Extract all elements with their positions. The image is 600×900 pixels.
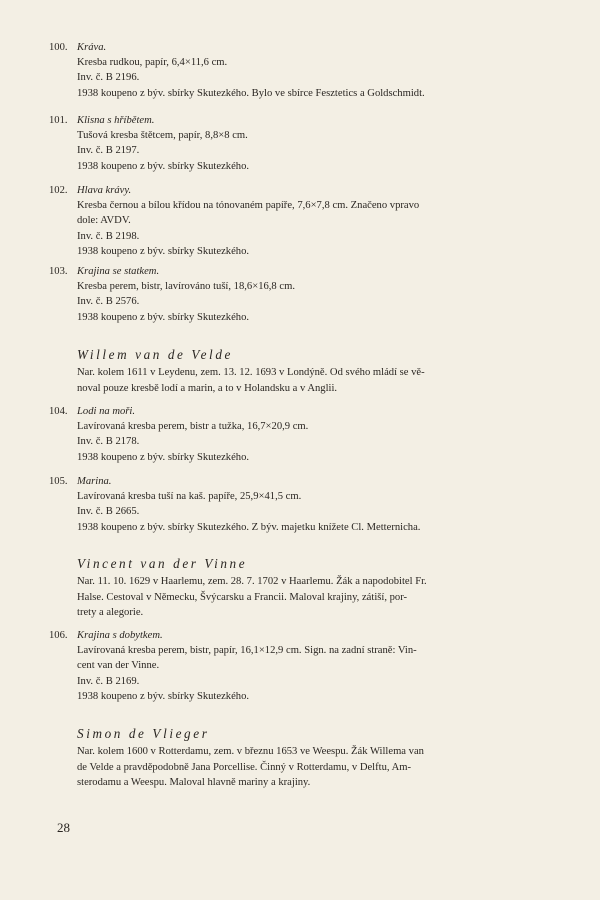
bio-line: Nar. 11. 10. 1629 v Haarlemu, zem. 28. 7. 1702 v Haarlemu. Žák a napodobitel Fr.: [77, 576, 427, 587]
artist-section: [77, 725, 567, 791]
entry-line: Lavírovaná kresba tuší na kaš. papíře, 25,9×41,5 cm.: [77, 491, 302, 503]
catalog-entry: [49, 404, 569, 465]
entry-line: 1938 koupeno z býv. sbírky Skutezkého. Z býv. majetku knížete Cl. Metternicha.: [77, 521, 421, 533]
page-number: 28: [57, 820, 70, 835]
bio-line: de Velde a pravděpodobně Jana Porcellise. Činný v Rotterdamu, v Delftu, Am-: [77, 761, 412, 773]
entry-line: 1938 koupeno z býv. sbírky Skutezkého.: [77, 690, 250, 702]
entry-number: 104.: [49, 406, 68, 417]
artist-bio: [77, 574, 567, 621]
catalog-entry: [49, 183, 569, 259]
bio-line: trety a alegorie.: [77, 607, 144, 619]
entry-line: Inv. č. B 2198.: [77, 230, 140, 242]
entry-number: 101.: [49, 115, 68, 126]
artist-section: [77, 346, 567, 396]
entry-title: Marina.: [77, 476, 112, 487]
entry-number: 106.: [49, 630, 68, 641]
entry-line: Inv. č. B 2576.: [77, 296, 140, 308]
entry-title: Lodi na moři.: [77, 406, 135, 417]
artist-bio: [77, 365, 567, 396]
bio-line: noval pouze kresbě lodí a marin, a to v Holandsku a v Anglii.: [77, 382, 338, 394]
entry-line: 1938 koupeno z býv. sbírky Skutezkého.: [77, 311, 250, 323]
entry-line: Inv. č. B 2196.: [77, 72, 140, 84]
artist-name: Willem van de Velde: [77, 347, 233, 362]
catalog-entry: [49, 113, 569, 174]
entry-title: Klisna s hříbětem.: [77, 115, 155, 126]
artist-name: Simon de Vlieger: [77, 726, 210, 741]
entry-line: Kresba černou a bílou křídou na tónovaném papíře, 7,6×7,8 cm. Značeno vpravo: [77, 200, 420, 212]
entry-number: 102.: [49, 185, 68, 196]
catalog-entry: [49, 474, 569, 535]
entry-title: Kráva.: [77, 42, 107, 53]
bio-line: Nar. kolem 1600 v Rotterdamu, zem. v březnu 1653 ve Weespu. Žák Willema van: [77, 746, 424, 757]
entry-number: 100.: [49, 42, 68, 53]
entry-line: Tušová kresba štětcem, papír, 8,8×8 cm.: [77, 130, 248, 142]
artist-name: Vincent van der Vinne: [77, 556, 248, 571]
entry-line: Inv. č. B 2197.: [77, 145, 140, 157]
entry-line: 1938 koupeno z býv. sbírky Skutezkého.: [77, 451, 250, 463]
catalog-entry: [49, 628, 569, 704]
bio-line: sterodamu a Weespu. Maloval hlavně mariny a krajiny.: [77, 777, 311, 789]
entry-title: Krajina s dobytkem.: [77, 630, 163, 641]
entry-number: 105.: [49, 476, 68, 487]
entry-line: 1938 koupeno z býv. sbírky Skutezkého. Bylo ve sbírce Fesztetics a Goldschmidt.: [77, 87, 425, 99]
entry-line: Inv. č. B 2169.: [77, 675, 140, 687]
catalog-entry: [49, 264, 569, 325]
entry-number: 103.: [49, 266, 68, 277]
catalog-entry: [49, 40, 569, 101]
entry-line: cent van der Vinne.: [77, 660, 160, 672]
artist-section: [77, 555, 567, 621]
entry-line: Inv. č. B 2665.: [77, 506, 140, 518]
entry-line: Lavírovaná kresba perem, bistr a tužka, 16,7×20,9 cm.: [77, 421, 309, 433]
bio-line: Halse. Cestoval v Německu, Švýcarsku a Francii. Maloval krajiny, zátiší, por-: [77, 591, 408, 603]
entry-title: Krajina se statkem.: [77, 266, 160, 277]
entry-line: 1938 koupeno z býv. sbírky Skutezkého.: [77, 245, 250, 257]
entry-title: Hlava krávy.: [77, 185, 132, 196]
bio-line: Nar. kolem 1611 v Leydenu, zem. 13. 12. 1693 v Londýně. Od svého mládí se vě-: [77, 367, 425, 378]
entry-line: 1938 koupeno z býv. sbírky Skutezkého.: [77, 160, 250, 172]
entry-line: Lavírovaná kresba perem, bistr, papír, 16,1×12,9 cm. Sign. na zadní straně: Vin-: [77, 645, 417, 657]
entry-line: Kresba rudkou, papír, 6,4×11,6 cm.: [77, 57, 228, 69]
entry-line: dole: AVDV.: [77, 215, 131, 227]
entry-line: Kresba perem, bistr, lavírováno tuší, 18,6×16,8 cm.: [77, 281, 295, 293]
artist-bio: [77, 744, 567, 791]
entry-line: Inv. č. B 2178.: [77, 436, 140, 448]
